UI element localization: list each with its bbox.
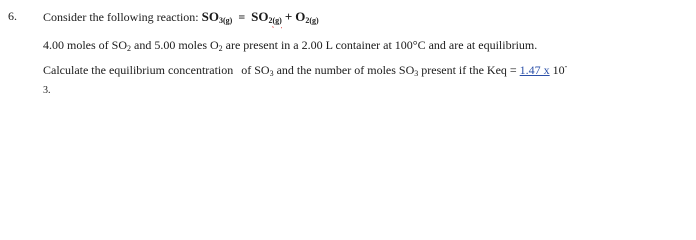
product1-formula: $SO_{2(g)}$ [251,9,282,25]
exponent-wrap-line [43,82,51,97]
question-number: 6. [8,9,17,23]
reactant-formula: $SO_{3(g)}$ [201,9,233,25]
given-text-2: and 5.00 moles O [131,38,219,52]
product2-formula: $O_{2(g)}$ [295,9,319,25]
keq-exponent-sign: - [564,62,568,71]
task-text-4: present if the Keq = [418,63,520,77]
given-quantities-line [43,38,537,53]
keq-value: 1.47 x [519,63,550,77]
task-text-1: Calculate the equilibrium concentration [43,63,234,77]
keq-power-base: 10 [549,63,565,77]
task-text-2: of SO [241,63,270,77]
reaction-line [43,9,319,25]
given-sub-1: 2 [127,44,131,53]
task-sub-1: 3 [269,69,274,78]
given-sub-2: 2 [218,44,223,53]
task-sub-2: 3 [414,69,419,78]
given-text-1: 4.00 moles of SO [43,38,127,52]
given-text-3: are present in a 2.00 L container at 100°C and are at equilibrium. [222,38,538,52]
reaction-lead-text: Consider the following reaction: [43,10,202,24]
task-text-3: and the number of moles SO [273,63,415,77]
plus-sign: + [284,9,293,24]
task-line [43,62,567,78]
keq-exponent-digit: 3. [43,85,51,96]
equals-sign: = [238,10,246,24]
